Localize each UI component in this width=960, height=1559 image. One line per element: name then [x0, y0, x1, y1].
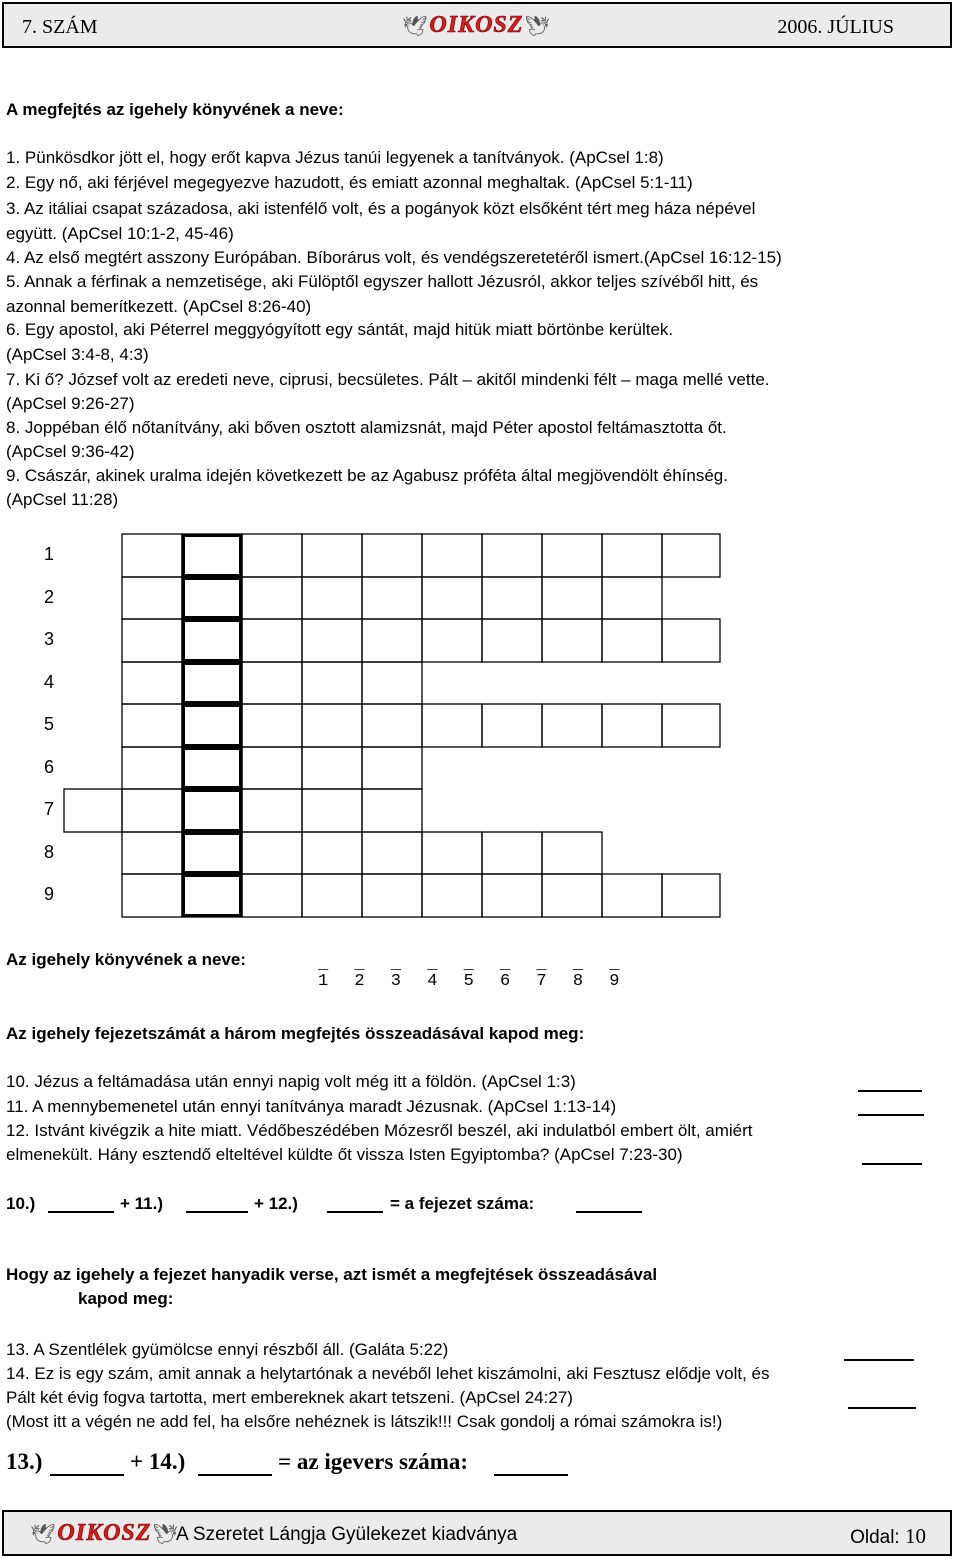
verse-heading-line1: Hogy az igehely a fejezet hanyadik verse, azt ismét a megfejtések összeadásával [6, 1265, 658, 1284]
header-logo [402, 12, 551, 39]
chapter-heading: Az igehely fejezetszámát a három megfejtés összeadásával kapod meg: [6, 1024, 585, 1043]
grid-cell[interactable] [122, 619, 182, 662]
grid-cell[interactable] [302, 704, 362, 747]
solution-cell[interactable] [184, 621, 241, 661]
sum-10-blank[interactable] [48, 1211, 114, 1213]
page-number: Oldal: 10 [850, 1524, 926, 1548]
grid-cell[interactable] [662, 534, 720, 577]
grid-cell[interactable] [422, 534, 482, 577]
clue-line: 5. Annak a férfinak a nemzetisége, aki Fülöptől egyszer hallott Jézusról, akkor teljes szívéből hitt, és [6, 272, 759, 291]
clue-line: 7. Ki ő? József volt az eredeti neve, ciprusi, becsületes. Pált – akitől mindenki félt – maga mellé vette. [6, 370, 770, 389]
solution-cell[interactable] [184, 749, 241, 788]
grid-row-number: 6 [44, 756, 55, 777]
grid-cell[interactable] [422, 874, 482, 917]
clue-line: együtt. (ApCsel 10:1-2, 45-46) [6, 224, 234, 243]
solution-cell[interactable] [184, 876, 241, 916]
question-12-line1: 12. Istvánt kivégzik a hite miatt. Védőbeszédében Mózesről beszél, aki indulatból embert ölt, amiért [6, 1121, 753, 1140]
clue-line: 4. Az első megtért asszony Európában. Bíborárus volt, és vendégszeretetéről ismert.(ApCsel 16:12-15) [6, 248, 782, 267]
grid-cell[interactable] [242, 832, 302, 874]
grid-cell[interactable] [662, 619, 720, 662]
sum-13-blank[interactable] [50, 1474, 124, 1476]
page-header [2, 2, 952, 48]
book-name-slots[interactable] [318, 955, 627, 991]
page-footer [2, 1510, 952, 1556]
clue-line: 8. Joppéban élő nőtanítvány, aki bőven osztott alamizsnát, majd Péter apostol feltámasztotta őt. [6, 418, 727, 437]
grid-cell[interactable] [122, 874, 182, 917]
grid-cell[interactable] [362, 619, 422, 662]
grid-cell[interactable] [542, 874, 602, 917]
answer-13-blank[interactable] [844, 1359, 914, 1361]
grid-cell[interactable] [242, 747, 302, 789]
grid-cell[interactable] [602, 534, 662, 577]
verse-result-blank[interactable] [494, 1474, 568, 1476]
clue-line: 2. Egy nő, aki férjével megegyezve hazudott, és emiatt azonnal meghaltak. (ApCsel 5:1-11) [6, 173, 693, 192]
grid-row-number: 8 [44, 841, 55, 862]
chapter-sum-d: = a fejezet száma: [390, 1194, 535, 1213]
verse-sum-b: + 14.) [130, 1449, 186, 1474]
solution-cell[interactable] [184, 536, 241, 576]
answer-12-blank[interactable] [862, 1163, 922, 1165]
book-name-label: Az igehely könyvének a neve: [6, 950, 246, 969]
grid-cell[interactable] [242, 534, 302, 577]
dove-icon: 🕊 [402, 13, 428, 38]
clue-line: (ApCsel 9:36-42) [6, 442, 135, 461]
grid-cell[interactable] [602, 577, 662, 619]
grid-cell[interactable] [542, 577, 602, 619]
clue-line: (ApCsel 3:4-8, 4:3) [6, 345, 149, 364]
solution-cell[interactable] [184, 791, 241, 831]
solution-cell[interactable] [184, 579, 241, 618]
solution-heading: A megfejtés az igehely könyvének a neve: [6, 100, 344, 119]
dove-icon: 🕊 [30, 1521, 56, 1546]
grid-row-number: 4 [44, 671, 55, 692]
grid-cell[interactable] [362, 789, 422, 832]
clue-line: azonnal bemerítkezett. (ApCsel 8:26-40) [6, 297, 312, 316]
grid-cell[interactable] [482, 577, 542, 619]
grid-cell[interactable] [182, 577, 242, 619]
grid-cell[interactable] [542, 832, 602, 874]
clue-line: 9. Császár, akinek uralma idején következett be az Agabusz próféta által megjövendölt éhínség. [6, 466, 728, 485]
grid-cell[interactable] [242, 662, 302, 704]
grid-cell[interactable] [422, 619, 482, 662]
grid-cell[interactable] [482, 832, 542, 874]
grid-cell[interactable] [242, 789, 302, 832]
grid-cell[interactable] [122, 704, 182, 747]
grid-cell[interactable] [602, 619, 662, 662]
grid-cell[interactable] [122, 832, 182, 874]
grid-cell[interactable] [302, 832, 362, 874]
sum-12-blank[interactable] [327, 1211, 383, 1213]
answer-10-blank[interactable] [858, 1090, 922, 1092]
grid-cell[interactable] [302, 534, 362, 577]
chapter-sum-c: + 12.) [254, 1194, 298, 1213]
dove-icon: 🕊 [525, 13, 551, 38]
grid-cell[interactable] [302, 619, 362, 662]
grid-cell[interactable] [302, 747, 362, 789]
grid-cell[interactable] [662, 704, 720, 747]
solution-cell[interactable] [184, 664, 241, 703]
grid-cell[interactable] [422, 832, 482, 874]
sum-11-blank[interactable] [186, 1211, 248, 1213]
grid-cell[interactable] [482, 874, 542, 917]
grid-cell[interactable] [302, 789, 362, 832]
book-name-slot-numbers: 1 2 3 4 5 6 7 8 9 [318, 972, 628, 991]
grid-cell[interactable] [182, 619, 242, 662]
book-name-blanks: _ _ _ _ _ _ _ _ _ [318, 955, 628, 974]
grid-cell[interactable] [662, 874, 720, 917]
clue-line: (ApCsel 9:26-27) [6, 394, 135, 413]
solution-cell[interactable] [184, 834, 241, 873]
question-13: 13. A Szentlélek gyümölcse ennyi részből áll. (Galáta 5:22) [6, 1340, 449, 1359]
grid-cell[interactable] [64, 789, 122, 832]
clue-line: 1. Pünkösdkor jött el, hogy erőt kapva Jézus tanúi legyenek a tanítványok. (ApCsel 1:8) [6, 148, 664, 167]
grid-cell[interactable] [542, 534, 602, 577]
grid-cell[interactable] [122, 747, 182, 789]
chapter-result-blank[interactable] [576, 1211, 642, 1213]
answer-14-blank[interactable] [848, 1407, 916, 1409]
grid-cell[interactable] [182, 704, 242, 747]
grid-cell[interactable] [242, 619, 302, 662]
grid-cell[interactable] [182, 662, 242, 704]
grid-cell[interactable] [362, 704, 422, 747]
dove-icon: 🕊 [153, 1521, 179, 1546]
grid-cell[interactable] [362, 747, 422, 789]
verse-sum-a: 13.) [6, 1449, 43, 1474]
grid-row-number: 9 [44, 884, 55, 904]
grid-cell[interactable] [362, 662, 422, 704]
hint-note: (Most itt a végén ne add fel, ha elsőre nehéznek is látszik!!! Csak gondolj a római számokra is!) [6, 1412, 723, 1431]
grid-row-number: 3 [44, 629, 55, 649]
grid-cell[interactable] [242, 577, 302, 619]
grid-cell[interactable] [182, 747, 242, 789]
grid-cell[interactable] [122, 577, 182, 619]
solution-cell[interactable] [184, 706, 241, 746]
grid-row-number: 2 [44, 586, 55, 607]
footer-logo [30, 1520, 179, 1547]
grid-cell[interactable] [422, 704, 482, 747]
grid-cell[interactable] [242, 874, 302, 917]
grid-cell[interactable] [302, 662, 362, 704]
grid-row-number: 5 [44, 714, 55, 734]
grid-row-number: 7 [44, 799, 55, 819]
grid-cell[interactable] [542, 704, 602, 747]
chapter-sum-a: 10.) [6, 1194, 36, 1213]
grid-cell[interactable] [122, 534, 182, 577]
logo-text: OIKOSZ [57, 1520, 152, 1546]
grid-cell[interactable] [182, 874, 242, 917]
grid-cell[interactable] [122, 662, 182, 704]
question-11: 11. A mennybemenetel után ennyi tanítványa maradt Jézusnak. (ApCsel 1:13-14) [6, 1097, 617, 1116]
grid-cell[interactable] [482, 704, 542, 747]
question-14-line2: Pált két évig fogva tartotta, mert embereknek akart tetszeni. (ApCsel 24:27) [6, 1388, 573, 1407]
issue-number: 7. SZÁM [22, 16, 98, 38]
grid-cell[interactable] [542, 619, 602, 662]
grid-cell[interactable] [482, 534, 542, 577]
answer-11-blank[interactable] [858, 1114, 924, 1116]
grid-cell[interactable] [122, 789, 182, 832]
question-10: 10. Jézus a feltámadása után ennyi napig volt még itt a földön. (ApCsel 1:3) [6, 1072, 576, 1091]
verse-heading-line2: kapod meg: [78, 1289, 174, 1308]
grid-cell[interactable] [302, 577, 362, 619]
grid-cell[interactable] [422, 577, 482, 619]
grid-cell[interactable] [242, 704, 302, 747]
grid-cell[interactable] [602, 704, 662, 747]
grid-cell[interactable] [602, 874, 662, 917]
issue-date: 2006. JÚLIUS [777, 16, 894, 38]
question-14-line1: 14. Ez is egy szám, amit annak a helytartónak a nevéből lehet kiszámolni, aki Fesztusz elődje volt, és [6, 1364, 770, 1383]
grid-cell[interactable] [482, 619, 542, 662]
clue-line: 6. Egy apostol, aki Péterrel meggyógyított egy sántát, majd hitük miatt börtönbe kerültek. [6, 320, 674, 339]
grid-cell[interactable] [362, 832, 422, 874]
grid-cell[interactable] [362, 874, 422, 917]
chapter-sum-b: + 11.) [120, 1194, 164, 1213]
grid-cell[interactable] [362, 577, 422, 619]
grid-row-number: 1 [44, 544, 55, 564]
grid-cell[interactable] [302, 874, 362, 917]
grid-cell[interactable] [182, 534, 242, 577]
clue-line: 3. Az itáliai csapat századosa, aki istenfélő volt, és a pogányok közt elsőként tért meg háza népével [6, 199, 756, 218]
question-12-line2: elmenekült. Hány esztendő elteltével küldte őt vissza Isten Egyiptomba? (ApCsel 7:23-30) [6, 1145, 683, 1164]
clue-line: (ApCsel 11:28) [6, 490, 119, 509]
grid-cell[interactable] [182, 832, 242, 874]
grid-cell[interactable] [362, 534, 422, 577]
grid-cell[interactable] [182, 789, 242, 832]
publisher: A Szeretet Lángja Gyülekezet kiadványa [176, 1524, 518, 1545]
verse-sum-c: = az igevers száma: [278, 1449, 469, 1474]
logo-text: OIKOSZ [429, 12, 524, 38]
sum-14-blank[interactable] [198, 1474, 272, 1476]
